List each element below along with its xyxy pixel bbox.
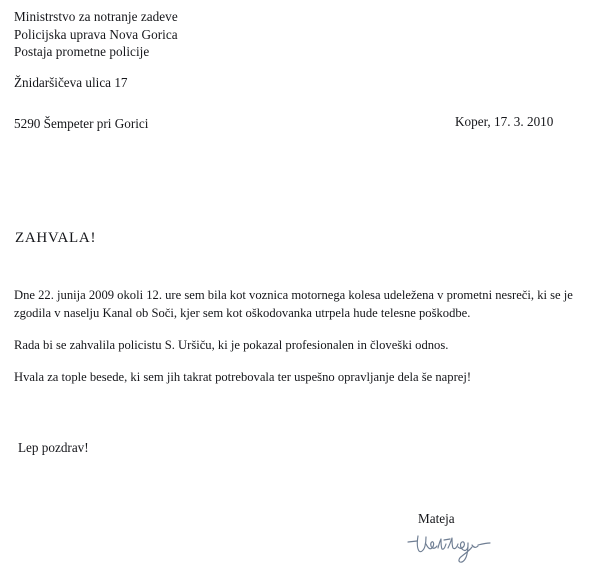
letterhead-line-ministry: Ministrstvo za notranje zadeve bbox=[14, 9, 178, 24]
handwritten-signature-icon bbox=[404, 528, 534, 568]
letterhead-line-station: Postaja prometne policije bbox=[14, 44, 150, 59]
letterhead-line-directorate: Policijska uprava Nova Gorica bbox=[14, 26, 178, 42]
signature-block bbox=[418, 511, 558, 527]
body-paragraph-1: Dne 22. junija 2009 okoli 12. ure sem bila kot voznica motornega kolesa udeležena v prometni nesreči, ki se je zgodila v naselju Kanal ob Soči, kjer sem kot oškodovanka utrpela hude telesne poškodbe. bbox=[14, 288, 573, 320]
letterhead-city-address: 5290 Šempeter pri Gorici bbox=[14, 116, 149, 131]
letterhead-street-address: Žnidaršičeva ulica 17 bbox=[14, 75, 128, 90]
signature-name: Mateja bbox=[418, 511, 455, 526]
place-and-date: Koper, 17. 3. 2010 bbox=[455, 114, 554, 129]
body-paragraph-3: Hvala za tople besede, ki sem jih takrat potrebovala ter uspešno opravljanje dela še naprej! bbox=[14, 369, 472, 384]
letterhead bbox=[14, 8, 178, 61]
body-paragraph-2: Rada bi se zahvalila policistu S. Uršiču, ki je pokazal profesionalen in človeški odnos. bbox=[14, 338, 449, 353]
letter-body bbox=[14, 287, 582, 386]
document-title: ZAHVALA! bbox=[15, 230, 97, 246]
closing-salutation: Lep pozdrav! bbox=[18, 440, 89, 455]
